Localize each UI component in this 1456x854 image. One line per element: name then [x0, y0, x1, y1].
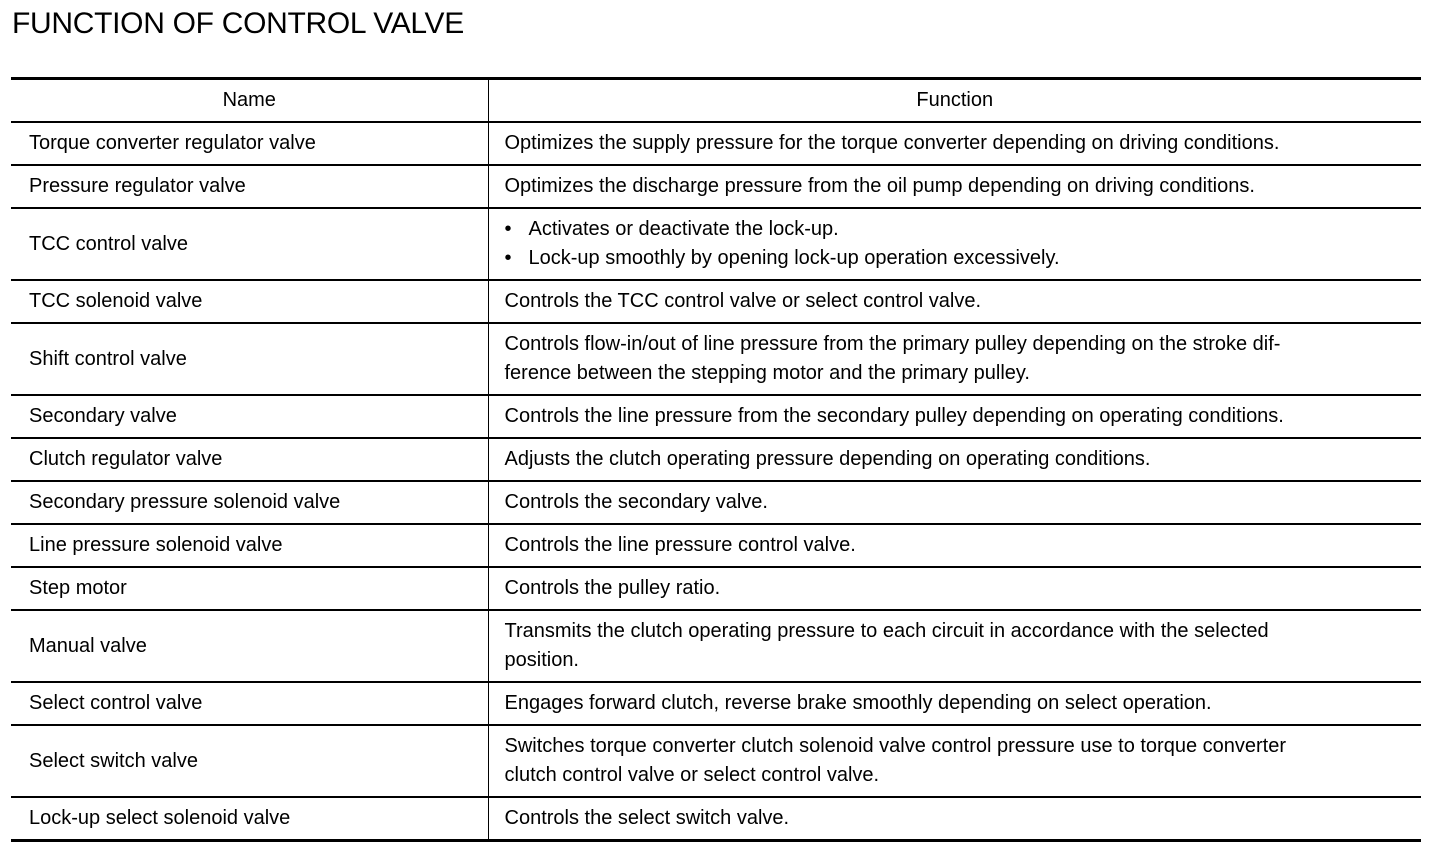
page-title: FUNCTION OF CONTROL VALVE [12, 7, 464, 40]
valve-function-cell [488, 725, 1421, 797]
function-text-line: Controls the TCC control valve or select control valve. [504, 290, 981, 312]
valve-function-cell [488, 280, 1421, 323]
bullet-dot-icon: • [504, 218, 512, 240]
valve-name-cell: Clutch regulator valve [11, 438, 488, 481]
control-valve-table-container [11, 77, 1421, 842]
table-row [11, 725, 1421, 797]
valve-name-cell: Lock-up select solenoid valve [11, 797, 488, 841]
function-text-line: Optimizes the supply pressure for the torque converter depending on driving conditions. [504, 132, 1280, 154]
function-bullet-text: Lock-up smoothly by opening lock-up operation excessively. [528, 247, 1060, 269]
table-row [11, 524, 1421, 567]
valve-name-cell: Line pressure solenoid valve [11, 524, 488, 567]
valve-function-cell [488, 682, 1421, 725]
valve-name-cell: Pressure regulator valve [11, 165, 488, 208]
function-text-line: Controls the pulley ratio. [504, 577, 721, 599]
valve-function-cell [488, 395, 1421, 438]
table-row [11, 438, 1421, 481]
table-row [11, 122, 1421, 165]
function-text-line: Controls the secondary valve. [504, 491, 768, 513]
column-header-function: Function [488, 79, 1421, 123]
function-text-line: Engages forward clutch, reverse brake smoothly depending on select operation. [504, 692, 1212, 714]
valve-name-cell: Manual valve [11, 610, 488, 682]
function-text-line: Switches torque converter clutch solenoid valve control pressure use to torque converter [504, 735, 1287, 757]
valve-name-cell: Secondary pressure solenoid valve [11, 481, 488, 524]
function-text-line: Controls the select switch valve. [504, 807, 790, 829]
function-text-line: Controls the line pressure control valve. [504, 534, 856, 556]
table-row [11, 280, 1421, 323]
function-bullet-item [505, 244, 1422, 273]
function-text-line: Optimizes the discharge pressure from the oil pump depending on driving conditions. [504, 175, 1255, 197]
table-row [11, 323, 1421, 395]
function-text-line: Controls flow-in/out of line pressure from the primary pulley depending on the stroke dif- [504, 333, 1281, 355]
valve-name-cell: Step motor [11, 567, 488, 610]
table-row [11, 395, 1421, 438]
valve-function-cell [488, 323, 1421, 395]
valve-name-cell: Select switch valve [11, 725, 488, 797]
function-text-line: Adjusts the clutch operating pressure depending on operating conditions. [504, 448, 1151, 470]
valve-name-cell: TCC control valve [11, 208, 488, 280]
valve-function-cell [488, 610, 1421, 682]
table-header-row [11, 79, 1421, 123]
table-row [11, 165, 1421, 208]
valve-name-cell: Select control valve [11, 682, 488, 725]
table-row [11, 208, 1421, 280]
function-text-line: Controls the line pressure from the secondary pulley depending on operating conditions. [504, 405, 1284, 427]
control-valve-table [11, 77, 1421, 842]
function-bullet-item [505, 215, 1422, 244]
table-row [11, 481, 1421, 524]
valve-name-cell: Secondary valve [11, 395, 488, 438]
function-bullet-list [505, 215, 1422, 273]
valve-function-cell [488, 481, 1421, 524]
valve-function-cell [488, 567, 1421, 610]
bullet-dot-icon: • [504, 247, 512, 269]
table-row [11, 567, 1421, 610]
valve-name-cell: Torque converter regulator valve [11, 122, 488, 165]
function-bullet-text: Activates or deactivate the lock-up. [528, 218, 839, 240]
table-row [11, 610, 1421, 682]
valve-function-cell [488, 208, 1421, 280]
table-body [11, 122, 1421, 841]
valve-function-cell [488, 797, 1421, 841]
table-row [11, 682, 1421, 725]
column-header-name: Name [11, 79, 488, 123]
valve-name-cell: TCC solenoid valve [11, 280, 488, 323]
function-text-line: position. [504, 649, 579, 671]
valve-function-cell [488, 524, 1421, 567]
table-row [11, 797, 1421, 841]
valve-function-cell [488, 165, 1421, 208]
valve-name-cell: Shift control valve [11, 323, 488, 395]
function-text-line: Transmits the clutch operating pressure to each circuit in accordance with the selected [504, 620, 1269, 642]
valve-function-cell [488, 438, 1421, 481]
function-text-line: ference between the stepping motor and the primary pulley. [504, 362, 1030, 384]
valve-function-cell [488, 122, 1421, 165]
function-text-line: clutch control valve or select control valve. [504, 764, 880, 786]
